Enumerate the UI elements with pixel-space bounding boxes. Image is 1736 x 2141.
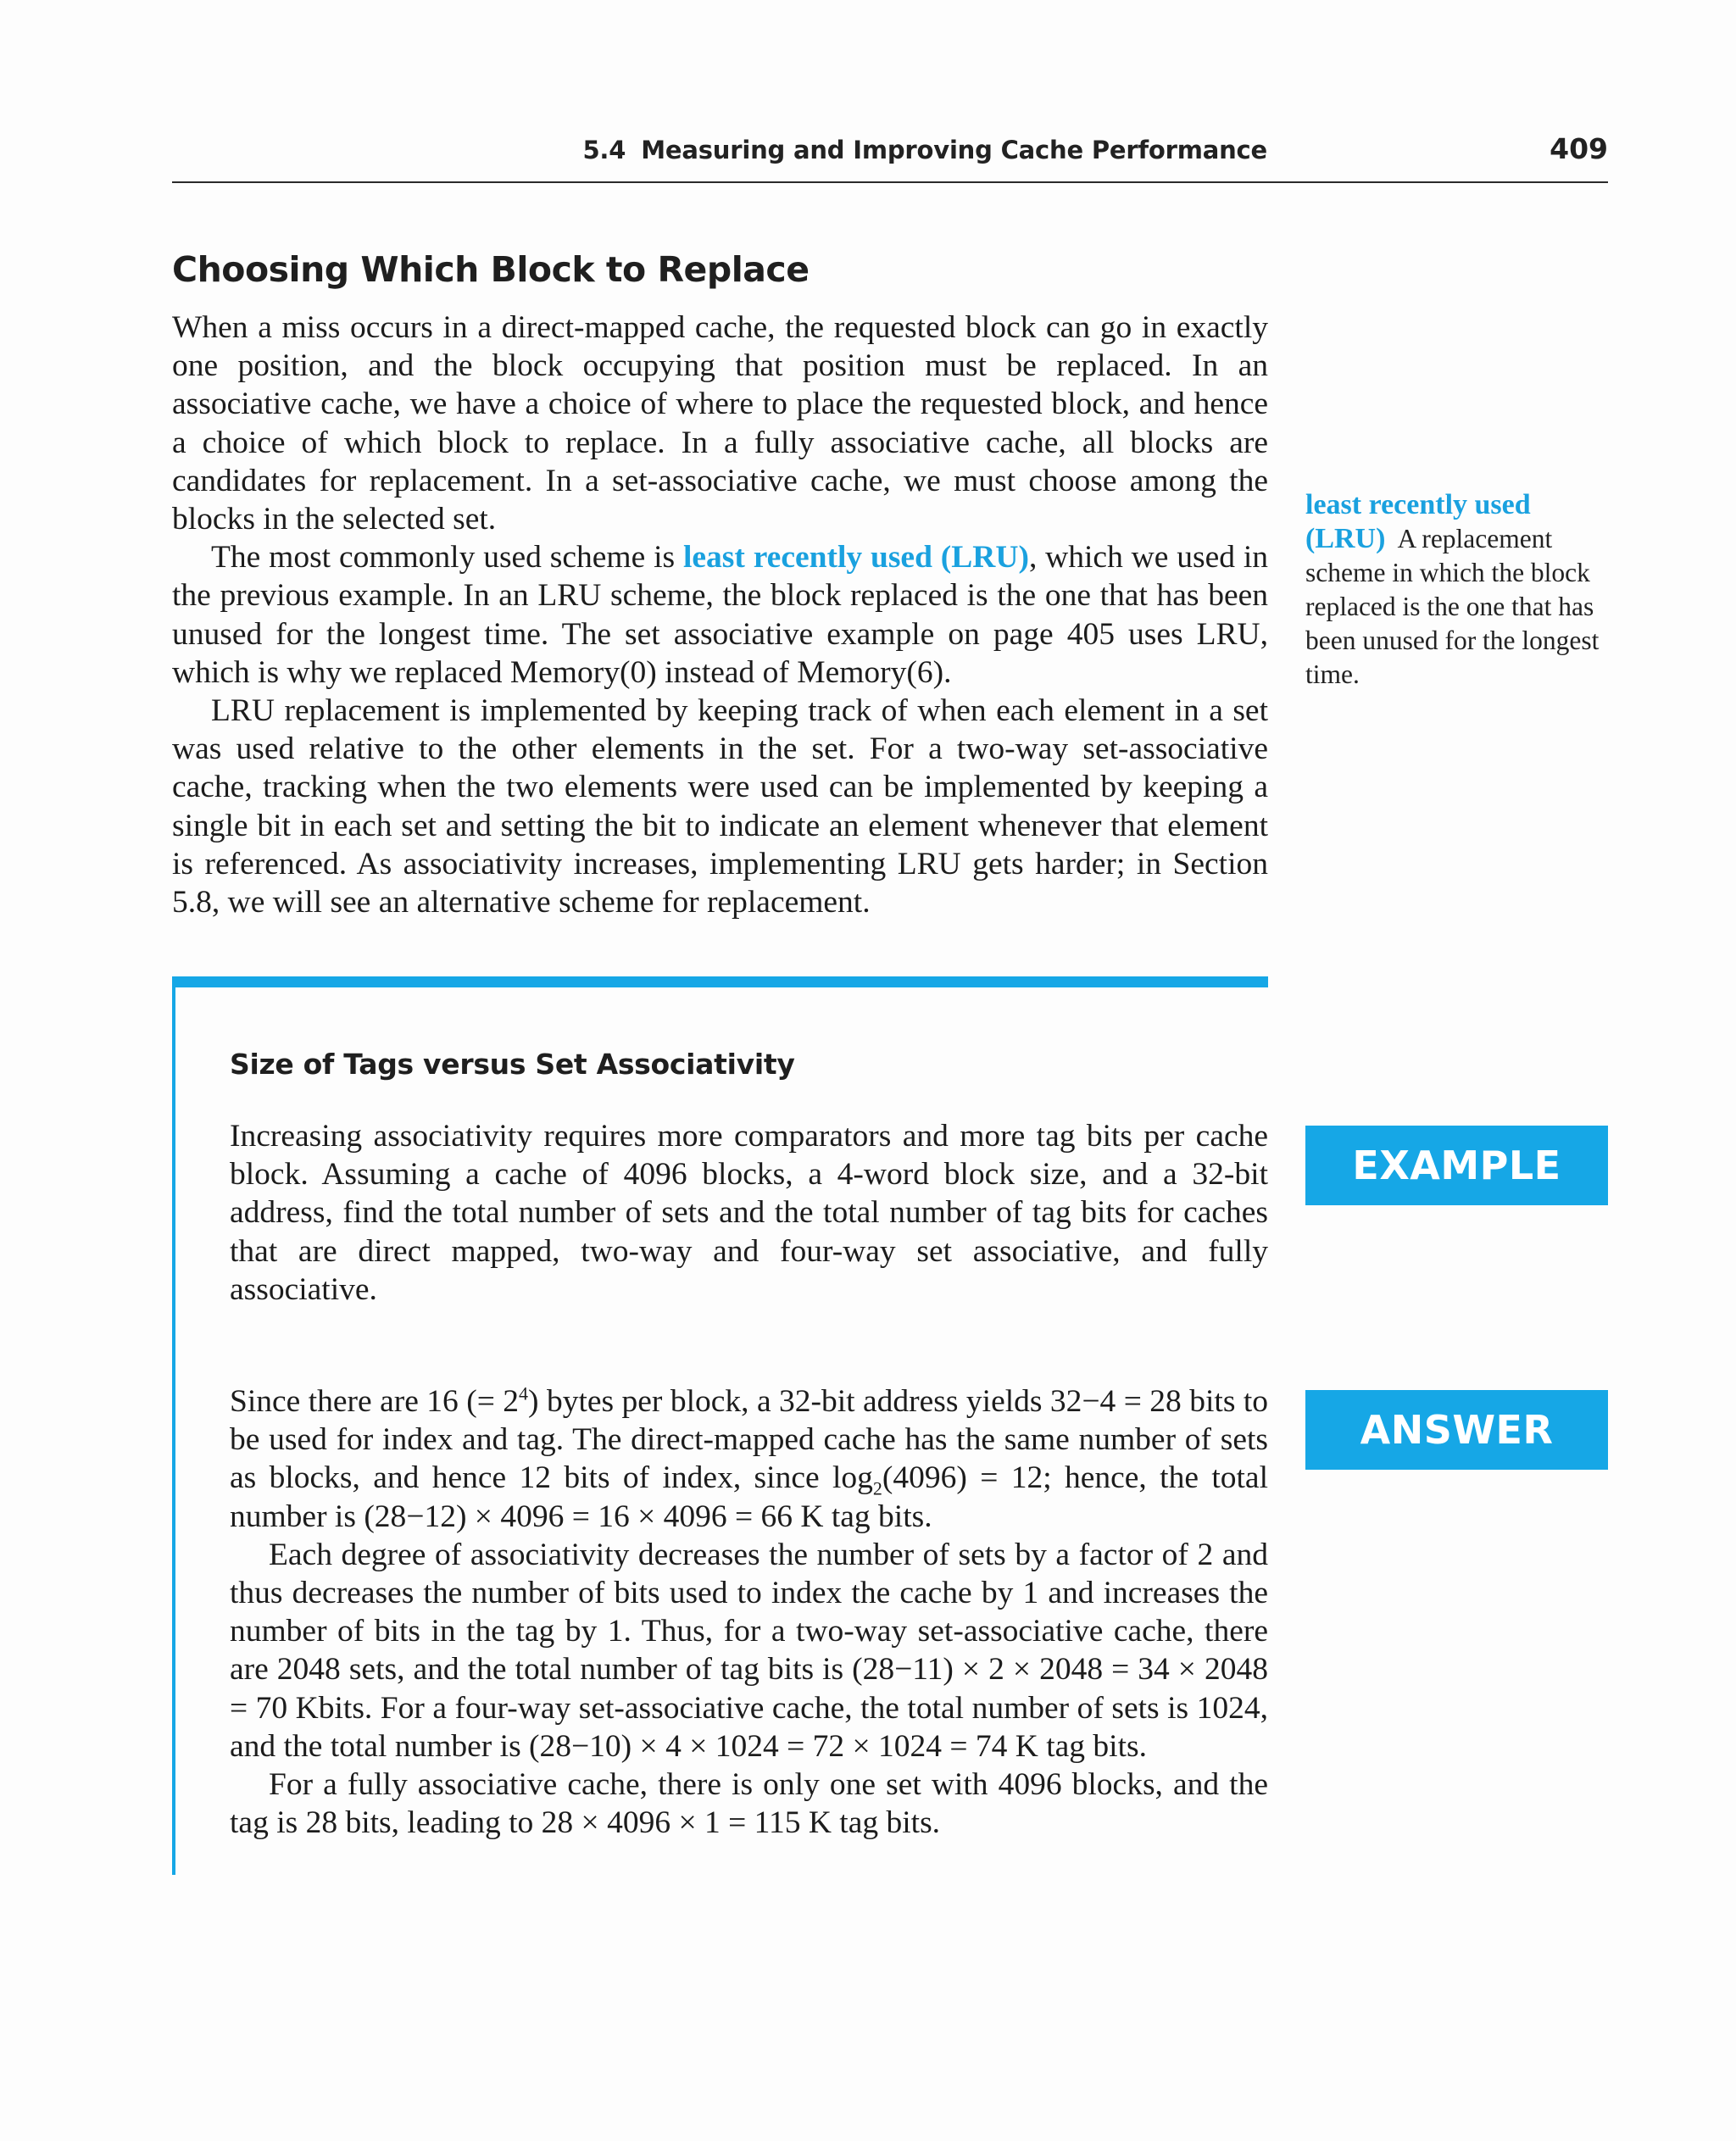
example-box-top-rule [172, 976, 1268, 987]
answer-label: ANSWER [1305, 1390, 1608, 1470]
log-base: 2 [872, 1477, 882, 1499]
answer-paragraph-2: Each degree of associativity decreases the number of sets by a factor of 2 and thus decreases the number of bits used to index the cache by 1 and increases the number of bits in the tag by 1. Thus, for a two-way set-associative cache, there are 2048 sets, and the total number of tag bits is (28−11) × 2 × 2048 = 34 × 2048 = 70 Kbits. For a four-way set-associative cache, the total number of sets is 1024, and the total number is (28−10) × 4 × 1024 = 72 × 1024 = 74 K tag bits. [230, 1537, 1268, 1764]
section-number: 5.4 [582, 136, 626, 164]
paragraph-3: LRU replacement is implemented by keeping track of when each element in a set was used relative to the other elements in the set. For a two-way set-associative cache, tracking when the two elements were used can be implemented by keeping a single bit in each set and setting the bit to indicate an element whenever that element is referenced. As associativity increases, implementing LRU gets harder; in Section 5.8, we will see an alternative scheme for replacement. [172, 693, 1268, 920]
exponent: 4 [519, 1382, 529, 1404]
paragraph-1: When a miss occurs in a direct-mapped cache, the requested block can go in exactly one position, and the block occupying that position must be replaced. In an associative cache, we have a choice of where to place the requested block, and hence a choice of which block to replace. In a fully associative cache, all blocks are candidates for replacement. In a set-associative cache, we must choose among the blocks in the selected set. [172, 310, 1268, 537]
answer-1-part-2: ) bytes per block, a 32-bit address yields 32−4 = 28 bits to be used for index and tag. The direct-mapped cache has the same number of sets as blocks, and hence 12 bits of index, since log [230, 1384, 1269, 1496]
paragraph-2 [172, 538, 1268, 692]
body-text [172, 309, 1268, 921]
running-header [172, 127, 1608, 183]
paragraph-2-lead: The most commonly used scheme is [211, 540, 683, 576]
paragraph-2-rest: , which we used in the previous example. In an LRU scheme, the block replaced is the one that has been unused for the longest time. The set associative example on page 405 uses LRU, which is why we replaced Memory(0) instead of Memory(6). [172, 540, 1269, 690]
glossary-definition: A replacement scheme in which the block replaced is the one that has been unused for the longest time. [1305, 524, 1600, 689]
example-paragraph: Increasing associativity requires more comparators and more tag bits per cache block. Assuming a cache of 4096 blocks, a 4-word block size, and a 32-bit address, find the total number of sets and the total number of tag bits for caches that are direct mapped, two-way and four-way set associative, and fully associative. [230, 1119, 1268, 1307]
running-header-section [582, 136, 1267, 164]
section-title: Measuring and Improving Cache Performance [641, 136, 1267, 164]
example-box-left-rule [172, 976, 175, 1875]
answer-paragraph-1 [230, 1382, 1268, 1536]
glossary-term: least recently used (LRU) [1305, 489, 1531, 554]
example-text [230, 1117, 1268, 1309]
section-heading: Choosing Which Block to Replace [172, 249, 810, 290]
answer-1-part-3: (4096) = 12; hence, the total number is (28−12) × 4096 = 16 × 4096 = 66 K tag bits. [230, 1460, 1268, 1534]
lru-term: least recently used (LRU) [682, 540, 1029, 576]
example-title: Size of Tags versus Set Associativity [230, 1048, 795, 1081]
glossary-note [1305, 488, 1608, 692]
page-number: 409 [1550, 132, 1608, 165]
example-label: EXAMPLE [1305, 1126, 1608, 1205]
answer-text [230, 1382, 1268, 1842]
answer-paragraph-3: For a fully associative cache, there is only one set with 4096 blocks, and the tag is 28 bits, leading to 28 × 4096 × 1 = 115 K tag bits. [230, 1767, 1268, 1841]
answer-1-part-1: Since there are 16 (= 2 [230, 1384, 520, 1419]
